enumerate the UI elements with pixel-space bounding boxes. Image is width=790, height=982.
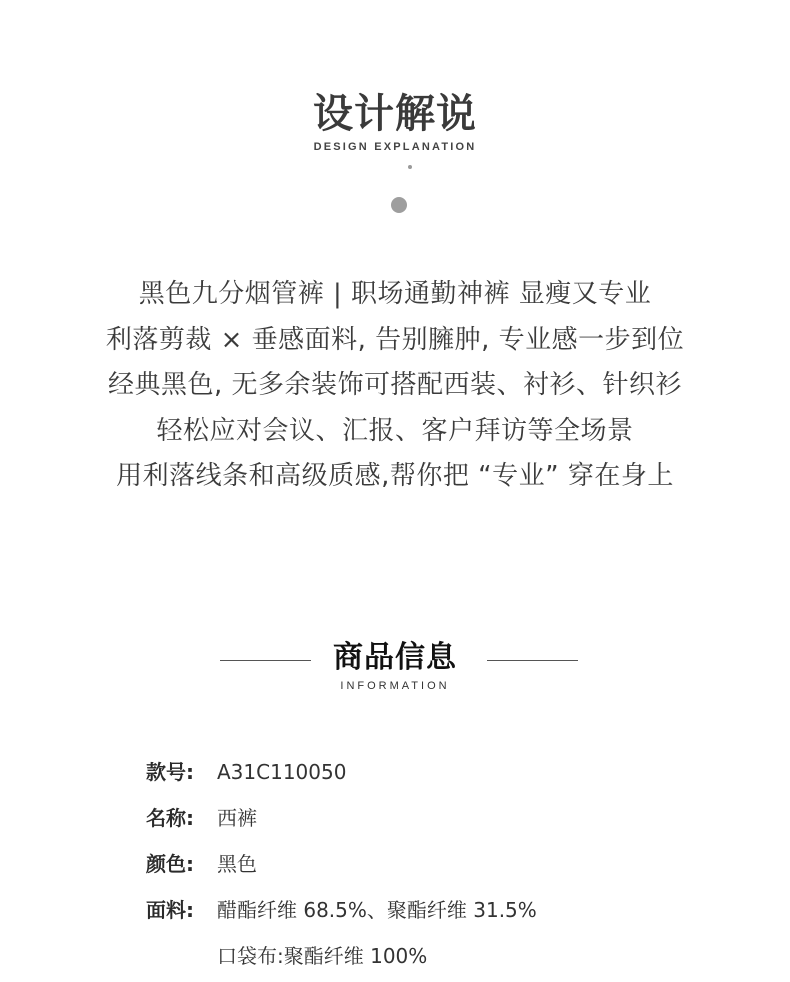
spec-label: 款号: — [146, 760, 194, 784]
spec-row-pocket-lining — [146, 936, 537, 982]
spec-row-style-number — [146, 752, 537, 798]
description-line: 轻松应对会议、汇报、客户拜访等全场景 — [156, 415, 634, 446]
info-section-title: 商品信息 — [333, 640, 457, 675]
description-line: 利落剪裁 × 垂感面料, 告别臃肿, 专业感一步到位 — [105, 324, 685, 355]
spec-row-fabric — [146, 890, 537, 936]
description-line: 黑色九分烟管裤 | 职场通勤神裤 显瘦又专业 — [138, 279, 652, 309]
description-line: 用利落线条和高级质感,帮你把 “专业” 穿在身上 — [116, 461, 674, 491]
small-dot-divider — [408, 165, 412, 169]
spec-label: 颜色: — [146, 852, 194, 876]
spec-label: 名称: — [146, 806, 194, 830]
spec-value: 西裤 — [217, 806, 257, 830]
spec-row-color — [146, 844, 537, 890]
spec-value: 醋酯纤维 68.5%、聚酯纤维 31.5% — [217, 898, 537, 922]
spec-value: 口袋布:聚酯纤维 100% — [217, 944, 428, 968]
spec-value: 黑色 — [217, 852, 257, 876]
spec-value: A31C110050 — [217, 760, 347, 784]
design-section-title: 设计解说 — [313, 91, 477, 137]
design-description — [0, 272, 790, 500]
large-dot-divider — [391, 197, 407, 213]
description-line: 经典黑色, 无多余装饰可搭配西装、衬衫、针织衫 — [107, 370, 683, 400]
info-section-subtitle: INFORMATION — [340, 680, 450, 692]
spec-label: 面料: — [146, 898, 194, 922]
spec-row-name — [146, 798, 537, 844]
design-section-subtitle: DESIGN EXPLANATION — [313, 141, 477, 153]
product-spec-list — [146, 752, 537, 982]
